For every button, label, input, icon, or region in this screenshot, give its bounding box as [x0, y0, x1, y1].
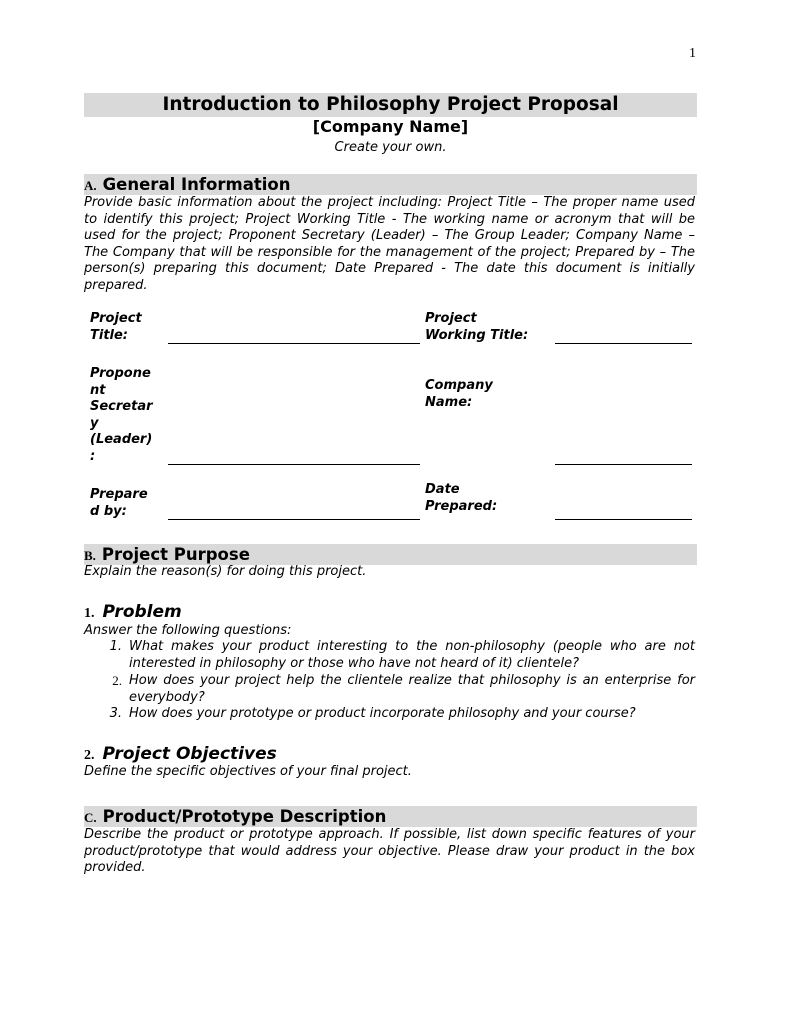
section-a-heading: [84, 174, 697, 195]
section-a-title: General Information: [102, 175, 291, 194]
question-item: What makes your product interesting to the non-philosophy (people who are not interested in philosophy or those who have not heard of it) clientele?: [129, 639, 695, 671]
section-c-description: Describe the product or prototype approach. If possible, list down specific features of your product/prototype that would address your objective. Please draw your product in the box provided.: [84, 827, 695, 876]
question-number: 2.: [112, 673, 122, 688]
objectives-description: Define the specific objectives of your final project.: [84, 764, 412, 779]
question-number: 3.: [109, 706, 122, 721]
objectives-number: 2.: [84, 748, 95, 763]
section-b-title: Project Purpose: [101, 545, 250, 564]
question-item: How does your project help the clientele realize that philosophy is an enterprise for everybody?: [129, 673, 695, 705]
working-title-label: Project Working Title:: [425, 311, 529, 343]
company-name-label: Company Name:: [425, 378, 493, 410]
problem-number: 1.: [84, 606, 95, 621]
working-title-field[interactable]: [555, 343, 692, 344]
section-a-description: Provide basic information about the project including: Project Title – The proper name used to identify this project; Project Working Title - The working name or acronym that will be used for the project; Proponent Secretary (Leader) – The Group Leader; Company Name – The Company that will be responsible for the management of the project; Prepared by – The person(s) preparing this document; Date Prepared - The date this document is initially prepared.: [84, 195, 695, 293]
section-a-label: A.: [84, 178, 97, 193]
date-prepared-label: Date Prepared:: [425, 482, 498, 514]
prepared-by-field[interactable]: [168, 519, 420, 520]
subtitle-note: Create your own.: [334, 140, 447, 155]
date-prepared-field[interactable]: [555, 519, 692, 520]
page-number: 1: [689, 46, 696, 61]
objectives-title: Project Objectives: [102, 744, 277, 764]
question-item: How does your prototype or product incorporate philosophy and your course?: [129, 706, 636, 721]
section-b-label: B.: [84, 548, 96, 563]
question-number: 1.: [109, 639, 122, 654]
prepared-by-label: Prepare d by:: [90, 487, 148, 519]
project-title-field[interactable]: [168, 343, 420, 344]
problem-heading: [84, 601, 182, 623]
section-b-heading: [84, 544, 697, 565]
problem-title: Problem: [102, 602, 182, 622]
problem-intro: Answer the following questions:: [84, 623, 292, 638]
proponent-field[interactable]: [168, 464, 420, 465]
company-name-placeholder: [Company Name]: [312, 117, 469, 136]
document-title: Introduction to Philosophy Project Proposal: [84, 93, 697, 117]
section-c-title: Product/Prototype Description: [102, 807, 387, 826]
section-c-label: C.: [84, 810, 97, 825]
section-c-heading: [84, 806, 697, 827]
project-title-label: Project Title:: [90, 311, 142, 343]
objectives-heading: [84, 743, 277, 765]
proponent-label: Propone nt Secretar y (Leader) :: [90, 366, 153, 464]
company-name-field[interactable]: [555, 464, 692, 465]
section-b-description: Explain the reason(s) for doing this project.: [84, 564, 367, 579]
